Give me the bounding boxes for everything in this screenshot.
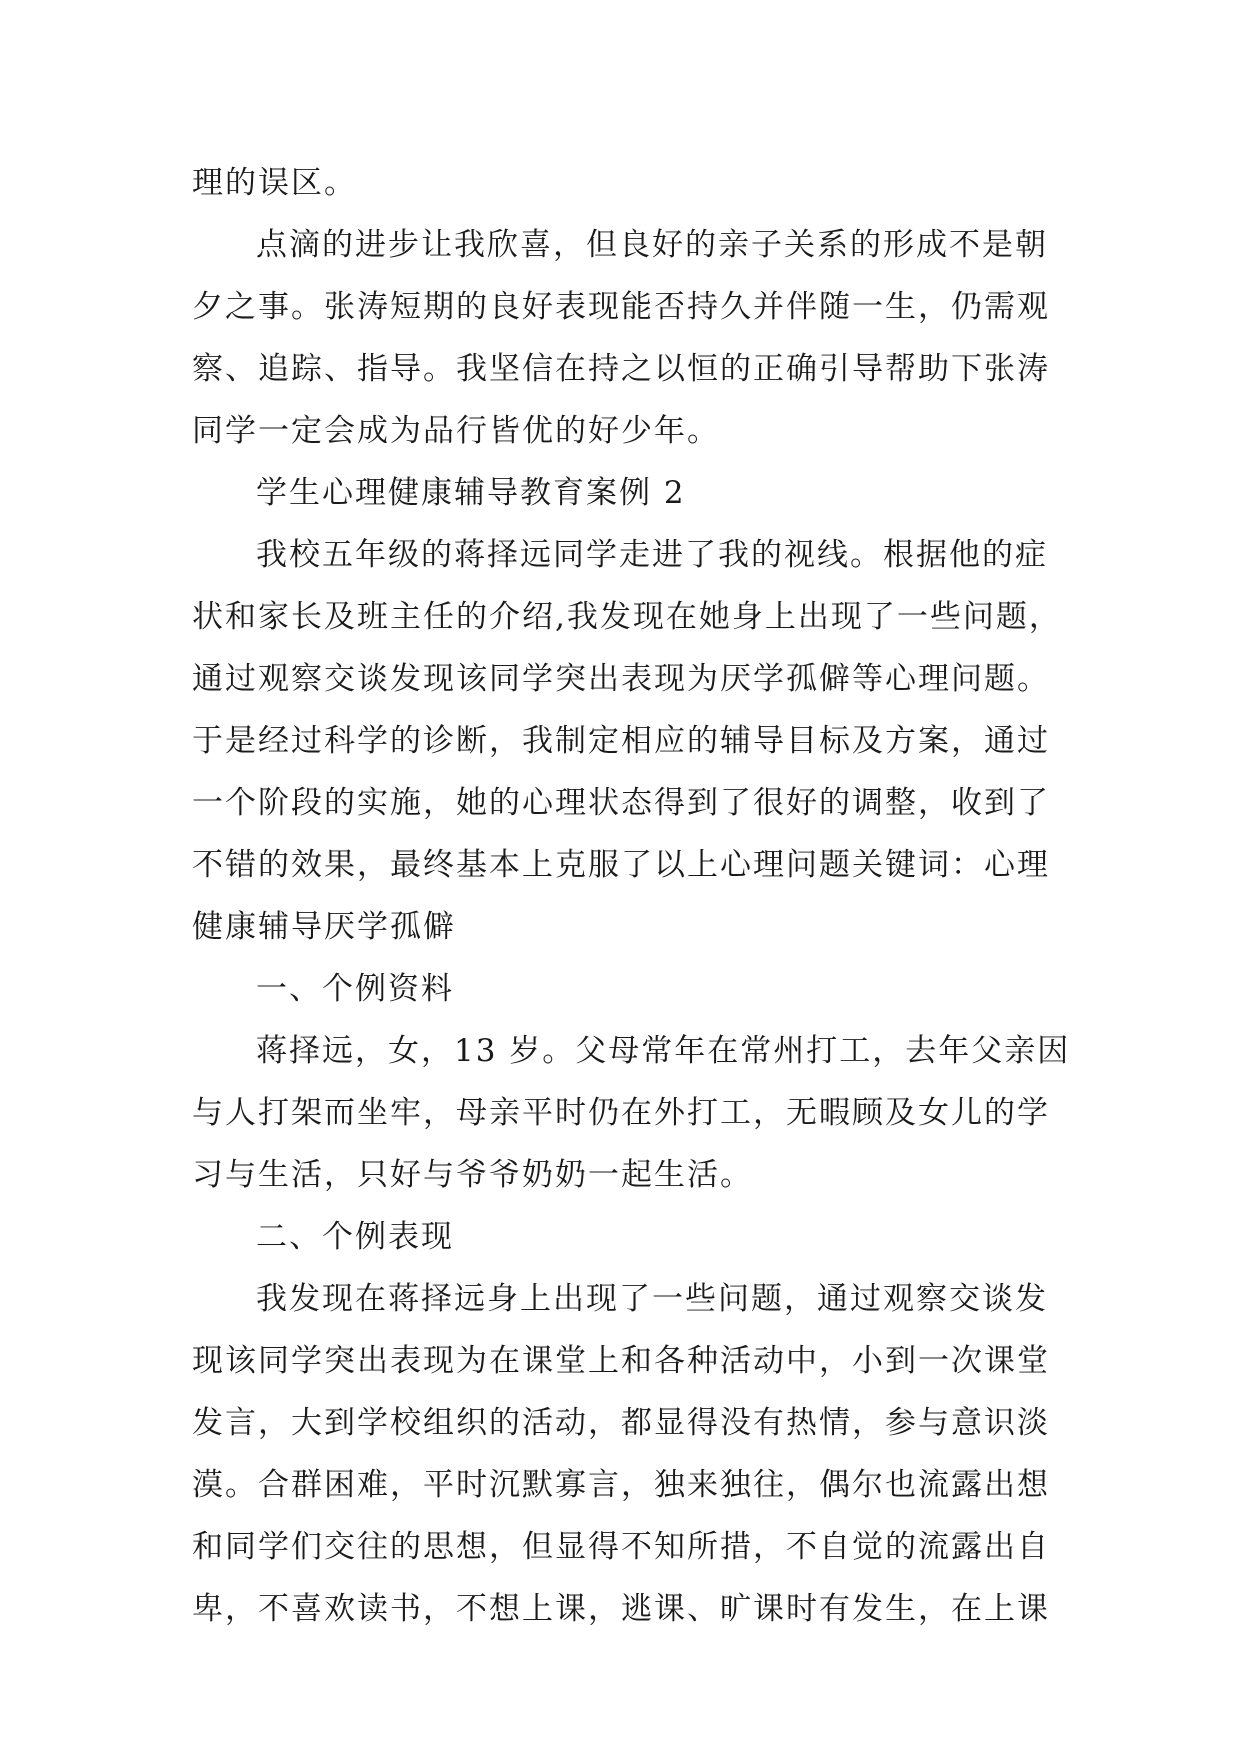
section-title: 学生心理健康辅导教育案例 2 [256,475,686,511]
text-line: 于是经过科学的诊断，我制定相应的辅导目标及方案，通过 [192,723,1050,759]
text-line: 发言，大到学校组织的活动，都显得没有热情，参与意识淡 [192,1405,1050,1441]
text-line: 健康辅导厌学孤僻 [192,909,456,945]
text-line: 夕之事。张涛短期的良好表现能否持久并伴随一生，仍需观 [192,289,1050,325]
paragraph-start-line: 点滴的进步让我欣喜，但良好的亲子关系的形成不是朝 [256,227,1048,263]
text-line: 理的误区。 [192,165,357,201]
section-heading: 一、个例资料 [256,971,454,1007]
text-line: 通过观察交谈发现该同学突出表现为厌学孤僻等心理问题。 [192,661,1050,697]
paragraph-start-line: 我校五年级的蒋择远同学走进了我的视线。根据他的症 [256,537,1048,573]
paragraph-start-line: 蒋择远，女，13 岁。父母常年在常州打工，去年父亲因 [256,1033,1071,1069]
text-line: 和同学们交往的思想，但显得不知所措，不自觉的流露出自 [192,1529,1050,1565]
document-body [192,152,1072,1640]
paragraph-start-line: 我发现在蒋择远身上出现了一些问题，通过观察交谈发 [256,1281,1048,1317]
text-line: 卑，不喜欢读书，不想上课，逃课、旷课时有发生，在上课 [192,1591,1050,1627]
text-line: 察、追踪、指导。我坚信在持之以恒的正确引导帮助下张涛 [192,351,1050,387]
text-line: 不错的效果，最终基本上克服了以上心理问题关键词：心理 [192,847,1050,883]
text-line: 一个阶段的实施，她的心理状态得到了很好的调整，收到了 [192,785,1050,821]
text-line: 与人打架而坐牢，母亲平时仍在外打工，无暇顾及女儿的学 [192,1095,1050,1131]
text-line: 漠。合群困难，平时沉默寡言，独来独往，偶尔也流露出想 [192,1467,1050,1503]
section-heading: 二、个例表现 [256,1219,454,1255]
text-line: 状和家长及班主任的介绍,我发现在她身上出现了一些问题， [192,599,1062,635]
text-line: 现该同学突出表现为在课堂上和各种活动中，小到一次课堂 [192,1343,1050,1379]
text-line: 习与生活，只好与爷爷奶奶一起生活。 [192,1157,753,1193]
text-line: 同学一定会成为品行皆优的好少年。 [192,413,720,449]
